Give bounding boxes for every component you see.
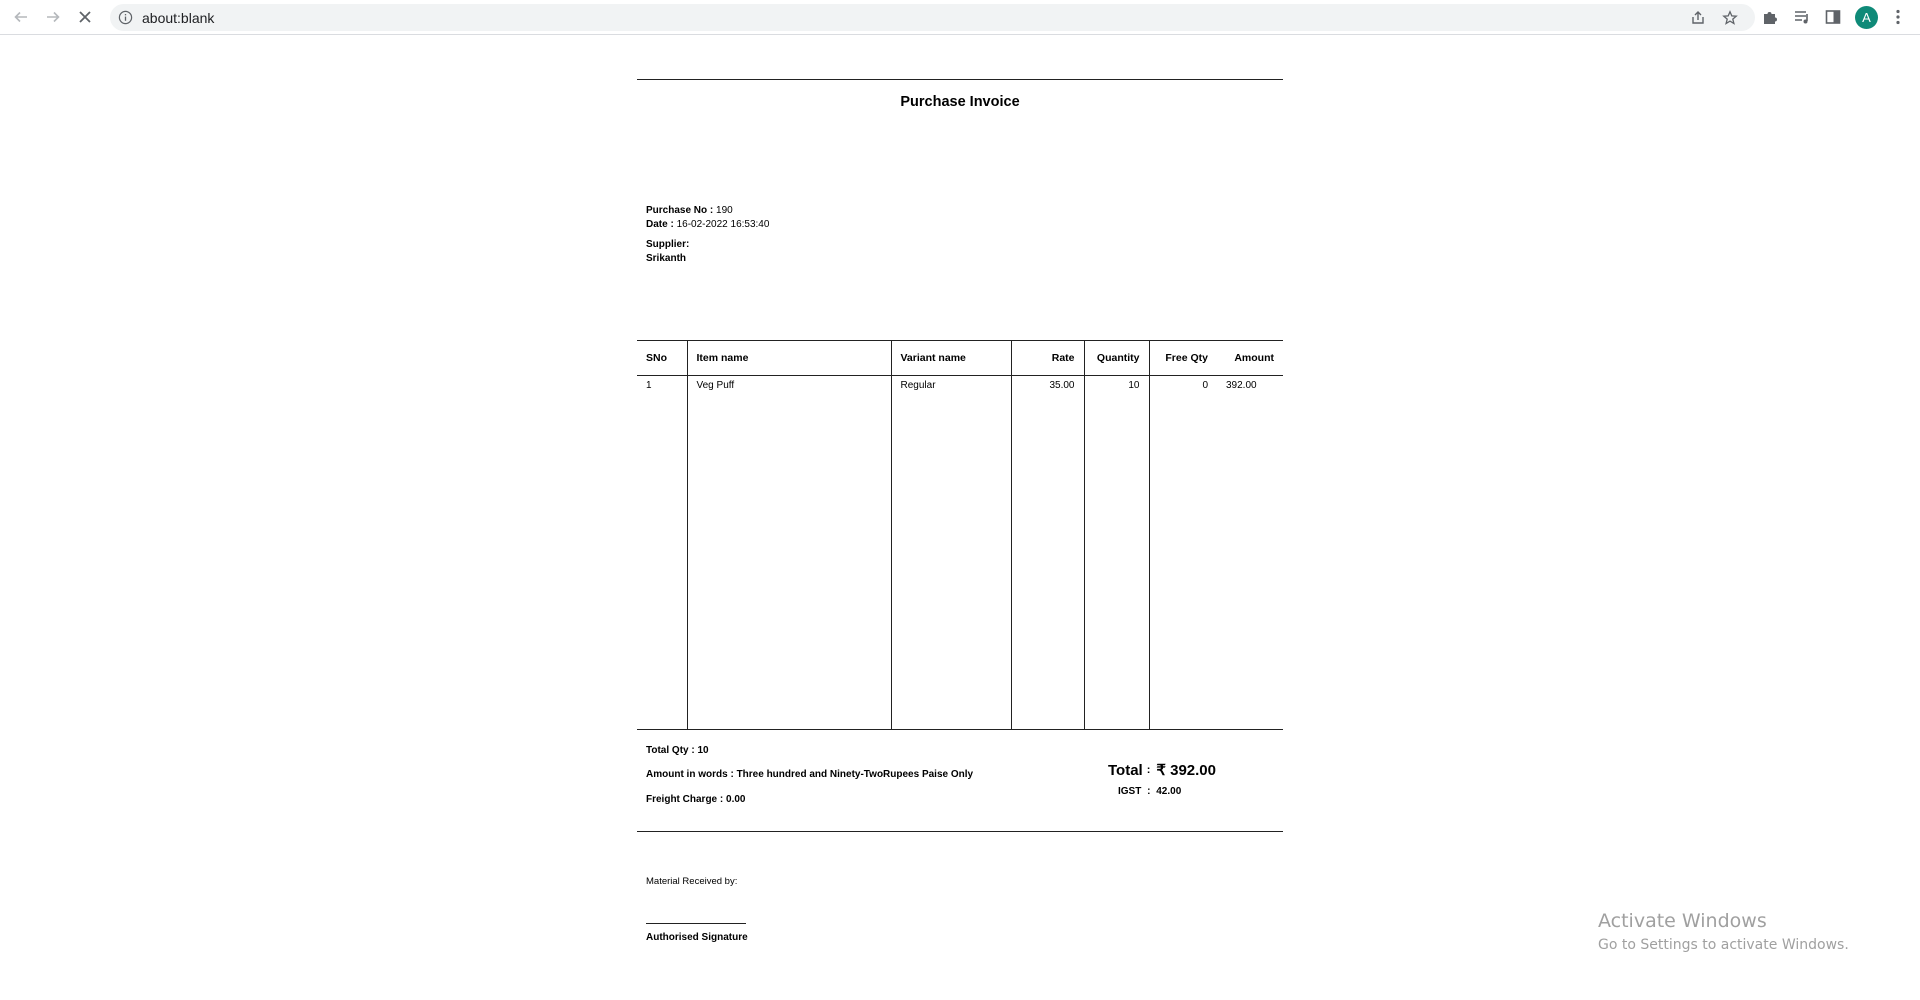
supplier-name: Srikanth (646, 253, 687, 264)
col-header-amount: Amount (1217, 341, 1283, 375)
supplier-label: Supplier: (646, 239, 690, 250)
col-header-free-qty: Free Qty (1149, 341, 1217, 375)
igst-line (1118, 786, 1181, 797)
back-arrow-icon (13, 9, 29, 25)
side-panel-icon[interactable] (1824, 8, 1842, 26)
supplier-name-line (646, 252, 686, 266)
amount-in-words-line (646, 769, 973, 780)
total-colon: : (1146, 764, 1151, 776)
avatar-letter: A (1862, 10, 1871, 25)
igst-value: 42.00 (1156, 786, 1182, 797)
browser-toolbar (0, 0, 1920, 35)
purchase-no-label: Purchase No : (646, 205, 714, 216)
material-received-label: Material Received by: (646, 876, 738, 887)
profile-avatar[interactable] (1855, 6, 1878, 29)
col-header-item-name: Item name (687, 341, 891, 375)
date-label: Date : (646, 219, 674, 230)
cell-variant-name: Regular (891, 375, 1011, 395)
total-qty-line (646, 745, 709, 756)
signature-line (646, 923, 746, 924)
kebab-menu-icon[interactable] (1889, 8, 1907, 26)
forward-button[interactable] (41, 5, 65, 29)
total-label: Total (1108, 762, 1143, 779)
url-text[interactable]: about:blank (142, 10, 215, 26)
total-qty-value: 10 (697, 745, 709, 756)
extensions-puzzle-icon[interactable] (1761, 8, 1779, 26)
address-bar[interactable] (110, 4, 1755, 31)
forward-arrow-icon (45, 9, 61, 25)
total-value: 392.00 (1170, 762, 1216, 779)
items-table (637, 341, 1283, 729)
back-button[interactable] (9, 5, 33, 29)
share-icon[interactable] (1690, 10, 1706, 26)
rupee-symbol-icon: ₹ (1156, 762, 1166, 779)
freight-charge-label: Freight Charge : (646, 794, 724, 805)
amount-in-words-label: Amount in words : (646, 769, 734, 780)
items-table-wrapper (637, 340, 1283, 730)
activate-windows-title: Activate Windows (1598, 910, 1767, 932)
info-icon[interactable] (118, 10, 133, 25)
top-divider (637, 79, 1283, 80)
table-filler-row (637, 395, 1283, 729)
purchase-no-line (646, 204, 733, 218)
col-header-sno: SNo (637, 341, 687, 375)
authorised-signature-label: Authorised Signature (646, 932, 748, 943)
col-header-quantity: Quantity (1084, 341, 1149, 375)
freight-charge-value: 0.00 (726, 794, 746, 805)
amount-in-words-value: Three hundred and Ninety-TwoRupees Paise Only (736, 769, 974, 780)
cell-quantity: 10 (1084, 375, 1149, 395)
col-header-variant-name: Variant name (891, 341, 1011, 375)
supplier-label-line (646, 238, 689, 252)
stop-loading-icon (77, 9, 93, 25)
igst-colon: : (1147, 786, 1151, 797)
cell-amount: 392.00 (1226, 379, 1257, 391)
purchase-no-value: 190 (716, 205, 733, 216)
table-row (637, 375, 1283, 395)
cell-rate: 35.00 (1011, 375, 1084, 395)
media-queue-icon[interactable] (1793, 8, 1811, 26)
col-header-rate: Rate (1011, 341, 1084, 375)
freight-charge-line (646, 794, 745, 805)
grand-total (1108, 761, 1216, 779)
stop-loading-button[interactable] (73, 5, 97, 29)
purchase-invoice (637, 79, 1283, 943)
igst-label: IGST (1118, 786, 1142, 797)
activate-windows-subtitle: Go to Settings to activate Windows. (1598, 937, 1849, 953)
invoice-title: Purchase Invoice (900, 94, 1020, 110)
total-qty-label: Total Qty : (646, 745, 695, 756)
table-header-row (637, 341, 1283, 375)
cell-sno: 1 (637, 375, 687, 395)
bottom-divider (637, 831, 1283, 832)
date-line (646, 218, 769, 232)
cell-free-qty: 0 (1202, 379, 1208, 391)
cell-item-name: Veg Puff (687, 375, 891, 395)
date-value: 16-02-2022 16:53:40 (676, 219, 770, 230)
bookmark-star-icon[interactable] (1722, 10, 1738, 26)
